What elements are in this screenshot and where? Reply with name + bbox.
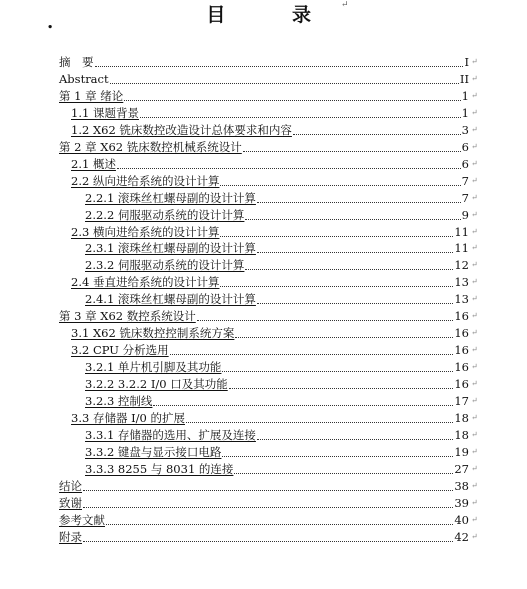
toc-entry[interactable] <box>0 257 527 273</box>
toc-entry-label: 摘 要 <box>59 55 94 69</box>
toc-entry-page: 18 <box>454 427 469 442</box>
toc-entry[interactable] <box>0 325 527 341</box>
toc-entry[interactable] <box>0 410 527 426</box>
toc-entry-page: 39 <box>454 495 469 510</box>
bullet-mark: . <box>47 12 54 33</box>
paragraph-mark-icon: ↵ <box>471 124 478 134</box>
toc-entry-page: 16 <box>454 326 469 341</box>
paragraph-mark-icon: ↵ <box>471 429 478 439</box>
toc-entry-page: II <box>459 71 469 86</box>
toc-entry[interactable] <box>0 71 527 87</box>
paragraph-mark-icon: ↵ <box>471 175 478 185</box>
toc-entry-page: 6 <box>461 156 469 171</box>
dot-leader <box>83 478 453 491</box>
toc-entry[interactable] <box>0 359 527 375</box>
toc-entry[interactable] <box>0 393 527 409</box>
dot-leader <box>257 240 453 253</box>
toc-entry-page: 1 <box>461 105 469 120</box>
toc-entry-label: 2.4.1 滚珠丝杠螺母副的设计计算 <box>85 292 256 307</box>
toc-entry-label: 2.3.1 滚珠丝杠螺母副的设计计算 <box>85 241 256 256</box>
toc-entry-label: 3.3.1 存储器的选用、扩展及连接 <box>85 427 256 442</box>
dot-leader <box>220 274 453 287</box>
toc-entry-label: 2.4 垂直进给系统的设计计算 <box>71 275 220 290</box>
paragraph-mark-icon: ↵ <box>471 226 478 236</box>
toc-entry[interactable] <box>0 512 527 528</box>
toc-entry-page: 18 <box>454 410 469 425</box>
toc-entry-label: 3.1 X62 铣床数控控制系统方案 <box>71 326 235 341</box>
paragraph-mark-icon: ↵ <box>471 57 478 66</box>
toc-entry-label: 第 2 章 X62 铣床数控机械系统设计 <box>59 139 242 154</box>
toc-entry-page: 6 <box>461 139 469 154</box>
toc-entry-label: 3.2.2 3.2.2 I/0 口及其功能 <box>85 377 228 392</box>
dot-leader <box>234 461 453 474</box>
toc-entry-label: 3.2 CPU 分析选用 <box>71 343 169 358</box>
dot-leader <box>83 495 453 508</box>
dot-leader <box>245 257 453 270</box>
dot-leader <box>229 376 454 389</box>
paragraph-mark-icon: ↵ <box>471 514 478 524</box>
toc-entry-label: 第 1 章 绪论 <box>59 88 124 103</box>
paragraph-mark-icon: ↵ <box>471 107 478 117</box>
paragraph-mark-icon: ↵ <box>471 328 478 338</box>
toc-entry-page: 19 <box>454 444 469 459</box>
toc-entry-page: 16 <box>454 309 469 324</box>
paragraph-mark-icon: ↵ <box>471 192 478 202</box>
toc-entry[interactable] <box>0 173 527 189</box>
toc-entry-label: 2.3 横向进给系统的设计计算 <box>71 224 220 239</box>
toc-entry-label: 致谢 <box>59 495 82 510</box>
toc-entry-label: 附录 <box>59 529 82 544</box>
toc-entry-label: 3.2.3 控制线 <box>85 394 153 408</box>
toc-entry-label: 2.2.1 滚珠丝杠螺母副的设计计算 <box>85 190 256 205</box>
dot-leader <box>170 342 454 355</box>
paragraph-mark-icon: ↵ <box>341 0 349 10</box>
dot-leader <box>293 122 461 135</box>
dot-leader <box>124 88 460 101</box>
paragraph-mark-icon: ↵ <box>471 294 478 304</box>
dot-leader <box>243 139 461 152</box>
toc-entry-label: 2.3.2 伺服驱动系统的设计计算 <box>85 258 245 273</box>
toc-entry-label: 参考文献 <box>59 512 105 527</box>
dot-leader <box>257 427 453 440</box>
toc-entry-page: 13 <box>454 275 469 290</box>
dot-leader <box>83 529 453 542</box>
paragraph-mark-icon: ↵ <box>471 446 478 456</box>
toc-entry-page: 1 <box>461 88 469 103</box>
dot-leader <box>110 71 459 84</box>
toc-entry[interactable] <box>0 342 527 358</box>
toc-entry[interactable] <box>0 224 527 240</box>
toc-entry-page: 13 <box>454 292 469 307</box>
dot-leader <box>153 393 453 406</box>
toc-entry[interactable] <box>0 274 527 290</box>
toc-entry-page: 27 <box>454 461 469 476</box>
toc-entry-page: 11 <box>454 224 469 239</box>
dot-leader <box>197 308 454 321</box>
toc-entry[interactable] <box>0 291 527 307</box>
toc-entry-label: 3.2.1 单片机引脚及其功能 <box>85 360 222 375</box>
dot-leader <box>222 359 453 372</box>
paragraph-mark-icon: ↵ <box>471 158 478 168</box>
paragraph-mark-icon: ↵ <box>471 463 478 473</box>
toc-entry-label: 1.1 课题背景 <box>71 105 139 120</box>
paragraph-mark-icon: ↵ <box>471 362 478 372</box>
toc-entry-page: 38 <box>454 478 469 493</box>
dot-leader <box>235 325 453 338</box>
toc-entry-page: 40 <box>454 512 469 527</box>
toc-entry-page: 9 <box>461 207 469 222</box>
toc-entry-page: 16 <box>454 360 469 375</box>
dot-leader <box>186 410 453 423</box>
paragraph-mark-icon: ↵ <box>471 209 478 219</box>
toc-entry-page: I <box>464 55 469 69</box>
toc-entry-page: 17 <box>454 394 469 408</box>
toc-entry-label: 结论 <box>59 478 82 493</box>
toc-entry-page: 16 <box>454 377 469 392</box>
toc-entry[interactable] <box>0 308 527 324</box>
page-title-text: 目 录 <box>206 4 342 26</box>
paragraph-mark-icon: ↵ <box>471 480 478 490</box>
toc-entry-page: 11 <box>454 241 469 256</box>
toc-entry-label: 3.3.3 8255 与 8031 的连接 <box>85 461 234 476</box>
dot-leader <box>117 156 461 169</box>
toc-entry-page: 16 <box>454 343 469 358</box>
toc-entry[interactable] <box>0 495 527 511</box>
paragraph-mark-icon: ↵ <box>471 497 478 507</box>
toc-entry[interactable] <box>0 190 527 206</box>
toc-entry-label: 1.2 X62 铣床数控改造设计总体要求和内容 <box>71 122 292 137</box>
dot-leader <box>220 224 453 237</box>
paragraph-mark-icon: ↵ <box>471 412 478 422</box>
toc-entry[interactable] <box>0 427 527 443</box>
toc-entry[interactable] <box>0 105 527 121</box>
paragraph-mark-icon: ↵ <box>471 73 478 83</box>
dot-leader <box>245 207 460 220</box>
toc-entry-page: 7 <box>461 173 469 188</box>
paragraph-mark-icon: ↵ <box>471 243 478 253</box>
toc-entry[interactable] <box>0 88 527 104</box>
toc-entry-page: 42 <box>454 529 469 544</box>
paragraph-mark-icon: ↵ <box>471 311 478 321</box>
paragraph-mark-icon: ↵ <box>471 260 478 270</box>
dot-leader <box>257 291 453 304</box>
dot-leader <box>140 105 461 118</box>
toc-entry-label: Abstract <box>59 71 109 86</box>
toc-entry[interactable] <box>0 139 527 155</box>
paragraph-mark-icon: ↵ <box>471 90 478 100</box>
toc-entry[interactable] <box>0 122 527 138</box>
paragraph-mark-icon: ↵ <box>471 396 478 405</box>
toc-entry[interactable] <box>0 461 527 477</box>
toc-entry-label: 3.3 存储器 I/0 的扩展 <box>71 410 185 425</box>
dot-leader <box>220 173 460 186</box>
toc-entry-label: 第 3 章 X62 数控系统设计 <box>59 309 196 324</box>
toc-entry[interactable] <box>0 444 527 460</box>
paragraph-mark-icon: ↵ <box>471 379 478 389</box>
toc-entry-page: 7 <box>461 190 469 205</box>
page-title <box>0 0 527 27</box>
paragraph-mark-icon: ↵ <box>471 345 478 355</box>
toc-entry-page: 12 <box>454 258 469 273</box>
toc-entry[interactable] <box>0 54 527 70</box>
toc-entry-label: 2.1 概述 <box>71 156 116 171</box>
dot-leader <box>257 190 461 203</box>
dot-leader <box>95 54 464 67</box>
toc-entry[interactable] <box>0 529 527 545</box>
dot-leader <box>222 444 453 457</box>
dot-leader <box>106 512 453 525</box>
paragraph-mark-icon: ↵ <box>471 141 478 151</box>
paragraph-mark-icon: ↵ <box>471 531 478 541</box>
toc-entry[interactable] <box>0 156 527 172</box>
toc-entry[interactable] <box>0 376 527 392</box>
toc-entry[interactable] <box>0 478 527 494</box>
toc-entry[interactable] <box>0 207 527 223</box>
paragraph-mark-icon: ↵ <box>471 277 478 287</box>
toc-entry-label: 2.2.2 伺服驱动系统的设计计算 <box>85 207 245 222</box>
toc-entry-label: 3.3.2 键盘与显示接口电路 <box>85 444 222 459</box>
toc-entry-page: 3 <box>461 122 469 137</box>
toc-entry[interactable] <box>0 240 527 256</box>
toc-entry-label: 2.2 纵向进给系统的设计计算 <box>71 173 220 188</box>
